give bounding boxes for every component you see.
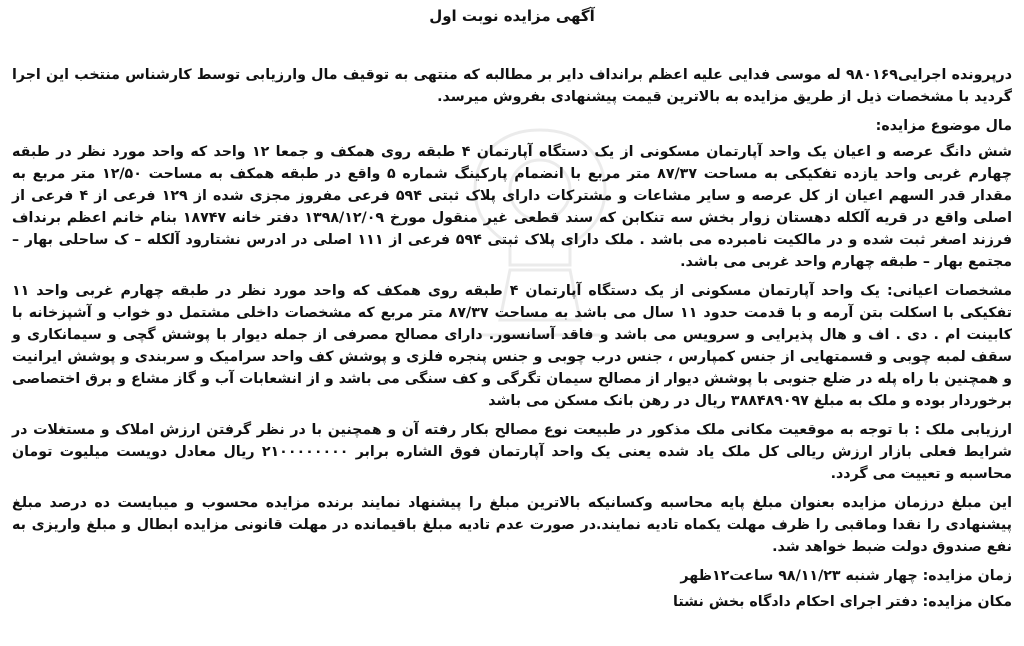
- terms-paragraph: این مبلغ درزمان مزایده بعنوان مبلغ پایه محاسبه وکسانیکه بالاترین مبلغ را پیشنهاد نمایند برنده مزایده محسوب و میبایست ده درصد مبلغ پیشنهادی را نقدا وماقبی را ظرف مهلت یکماه تادیه نمایند.در صورت عدم تادیه مبلغ باقیمانده در مهلت قانونی مزایده ابطال و مبلغ واریزی به نفع صندوق دولت ضبط خواهد شد.: [12, 495, 1012, 555]
- specs-paragraph: مشخصات اعیانی: یک واحد آپارتمان مسکونی از یک دستگاه آپارتمان ۴ طبقه روی همکف که واحد مورد نظر در طبقه چهارم غربی واحد ۱۱ تفکیکی با اسکلت بتن آرمه و با قدمت حدود ۱۱ سال می باشد به مساحت ۸۷/۳۷ متر مربع که مشخصات داخلی مشتمل دو خواب و آشپزخانه با کابینت ام . دی . اف و هال پذیرایی و سرویس می باشد و فاقد آسانسور. دارای مصالح مصرفی از جمله دیوار با پوشش گچی و سیمانکاری و سقف لمبه چوبی و قسمتهایی از جنس کمپارس ، جنس درب چوبی و جنس پنجره فلزی و پوشش کف واحد سرامیک و سربندی و پوشش ایرانیت و همچنین با راه پله در ضلع جنوبی با پوشش دیوار از مصالح سیمان تگرگی و کف سنگی می باشد و از انشعابات آب و گاز مشاع و برق اختصاصی برخوردار بوده و ملک به مبلغ ۳۸۸۴۸۹۰۹۷ ریال در رهن بانک مسکن می باشد: [12, 283, 1013, 409]
- auction-place: مکان مزایده: دفتر اجرای احکام دادگاه بخش نشتا: [673, 594, 1012, 610]
- valuation-paragraph: ارزیابی ملک : با توجه به موقعیت مکانی ملک مذکور در طبیعت نوع مصالح بکار رفته آن و همچنین با در نظر گرفتن ارزش املاک و مستغلات در شرایط فعلی بازار ارزش ریالی کل ملک یاد شده یعنی یک واحد آپارتمان فوق الشاره برابر ۲۱۰۰۰۰۰۰۰۰ ریال معادل دویست میلیوت تومان محاسبه و تعییت می گردد.: [12, 422, 1012, 482]
- subject-label: مال موضوع مزایده:: [875, 118, 1012, 134]
- intro-paragraph: درپرونده اجرایی۹۸۰۱۶۹ له موسی فدایی علیه اعظم برانداف دایر بر مطالبه که منتهی به توقیف مال وارزیابی توسط کارشناس منتخب این اجرا گردید با مشخصات ذیل از طریق مزایده به بالاترین قیمت پیشنهادی بفروش میرسد.: [12, 67, 1012, 105]
- notice-title: آگهی مزایده نوبت اول: [429, 7, 595, 25]
- auction-time: زمان مزایده: چهار شنبه ۹۸/۱۱/۲۳ ساعت۱۲ظهر: [680, 568, 1012, 584]
- subject-paragraph: شش دانگ عرصه و اعیان یک واحد آپارتمان مسکونی از یک دستگاه آپارتمان ۴ طبقه روی همکف و جمعا ۱۲ واحد که واحد مورد نظر در طبقه چهارم غربی واحد یازده تفکیکی به مساحت ۸۷/۳۷ متر مربع با انضمام پارکینگ شماره ۵ واقع در طبقه همکف به مساحت ۱۲/۵۰ متر مربع به مقدار قدر السهم اعیان از کل عرصه و سایر مشاعات و مشترکات دارای پلاک ثبتی ۵۹۴ فرعی مفروز مجزی شده از ۱۲۹ فرعی از ۴ فرعی از اصلی واقع در قریه آلکله دهستان زوار بخش سه تنکابن که سند قطعی غیر منقول مورخ ۱۳۹۸/۱۲/۰۹ دفتر خانه ۱۸۷۴۷ بنام خانم اعظم برنداف فرزند اصغر ثبت شده و در مالکیت نامبرده می باشد . ملک دارای پلاک ثبتی ۵۹۴ فرعی از ۱۱۱ اصلی در ادرس نشتارود آلکله – ک ساحلی بهار – مجتمع بهار – طبقه چهارم واحد غربی می باشد.: [12, 144, 1013, 270]
